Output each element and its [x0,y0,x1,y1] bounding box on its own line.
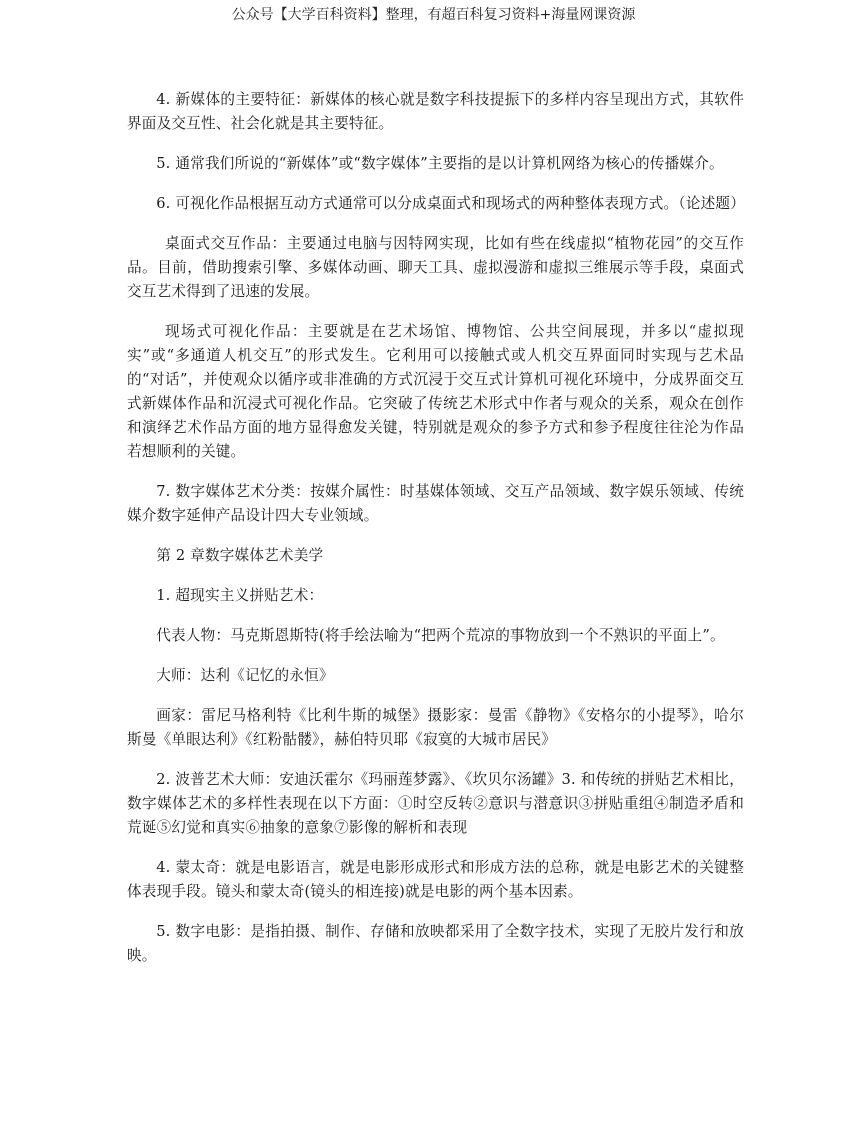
paragraph-new-media-features: 4. 新媒体的主要特征：新媒体的核心就是数字科技提振下的多样内容呈现出方式，其软件界面及交互性、社会化就是其主要特征。 [127,91,744,132]
chapter-heading: 第 2 章数字媒体艺术美学 [156,547,324,564]
paragraph-visualization-types: 6. 可视化作品根据互动方式通常可以分成桌面式和现场式的两种整体表现方式。（论述题） [156,195,746,212]
paragraph-digital-film: 5. 数字电影：是指拍摄、制作、存储和放映都采用了全数字技术，实现了无胶片发行和放映。 [127,923,744,964]
document-body [127,88,744,984]
paragraph-master: 大师：达利《记忆的永恒》 [156,667,334,684]
paragraph-painters: 画家：雷尼马格利特《比利牛斯的城堡》摄影家：曼雷《静物》《安格尔的小提琴》，哈尔斯曼《单眼达利》《红粉骷髅》，赫伯特贝耶《寂寞的大城市居民》 [127,707,744,748]
page-header: 公众号【大学百科资料】整理，有超百科复习资料+海量网课资源 [231,7,636,23]
paragraph-pop-art: 2. 波普艺术大师：安迪沃霍尔《玛丽莲梦露》、《坎贝尔汤罐》3. 和传统的拼贴艺术相比，数字媒体艺术的多样性表现在以下方面：①时空反转②意识与潜意识③拼贴重组④制造矛盾和荒诞⑤幻觉和真实⑥抽象的意象⑦影像的解析和表现 [127,771,744,836]
paragraph-montage: 4. 蒙太奇：就是电影语言，就是电影形成形式和形成方法的总称，就是电影艺术的关键整体表现手段。镜头和蒙太奇(镜头的相连接)就是电影的两个基本因素。 [127,859,744,900]
paragraph-new-media-definition: 5. 通常我们所说的“新媒体”或“数字媒体”主要指的是以计算机网络为核心的传播媒介。 [156,155,724,172]
paragraph-onsite-visualization: 现场式可视化作品：主要就是在艺术场馆、博物馆、公共空间展现，并多以“虚拟现实”或“多通道人机交互”的形式发生。它利用可以接触式或人机交互界面同时实现与艺术品的“对话”，并使观众以循序或非准确的方式沉浸于交互式计算机可视化环境中，分成界面交互式新媒体作品和沉浸式可视化作品。它突破了传统艺术形式中作者与观众的关系，观众在创作和演绎艺术作品方面的地方显得愈发关键，特别就是观众的参予方式和参予程度往往沦为作品若想顺利的关键。 [127,323,744,460]
paragraph-desktop-interactive: 桌面式交互作品：主要通过电脑与因特网实现，比如有些在线虚拟“植物花园”的交互作品。目前，借助搜索引擎、多媒体动画、聊天工具、虚拟漫游和虚拟三维展示等手段，桌面式交互艺术得到了迅速的发展。 [127,235,744,300]
paragraph-digital-art-classification: 7. 数字媒体艺术分类：按媒介属性：时基媒体领域、交互产品领域、数字娱乐领域、传统媒介数字延伸产品设计四大专业领域。 [127,483,744,524]
paragraph-surrealist-collage: 1. 超现实主义拼贴艺术： [156,587,324,604]
paragraph-representative: 代表人物：马克斯恩斯特(将手绘法喻为“把两个荒凉的事物放到一个不熟识的平面上”。 [156,627,725,644]
